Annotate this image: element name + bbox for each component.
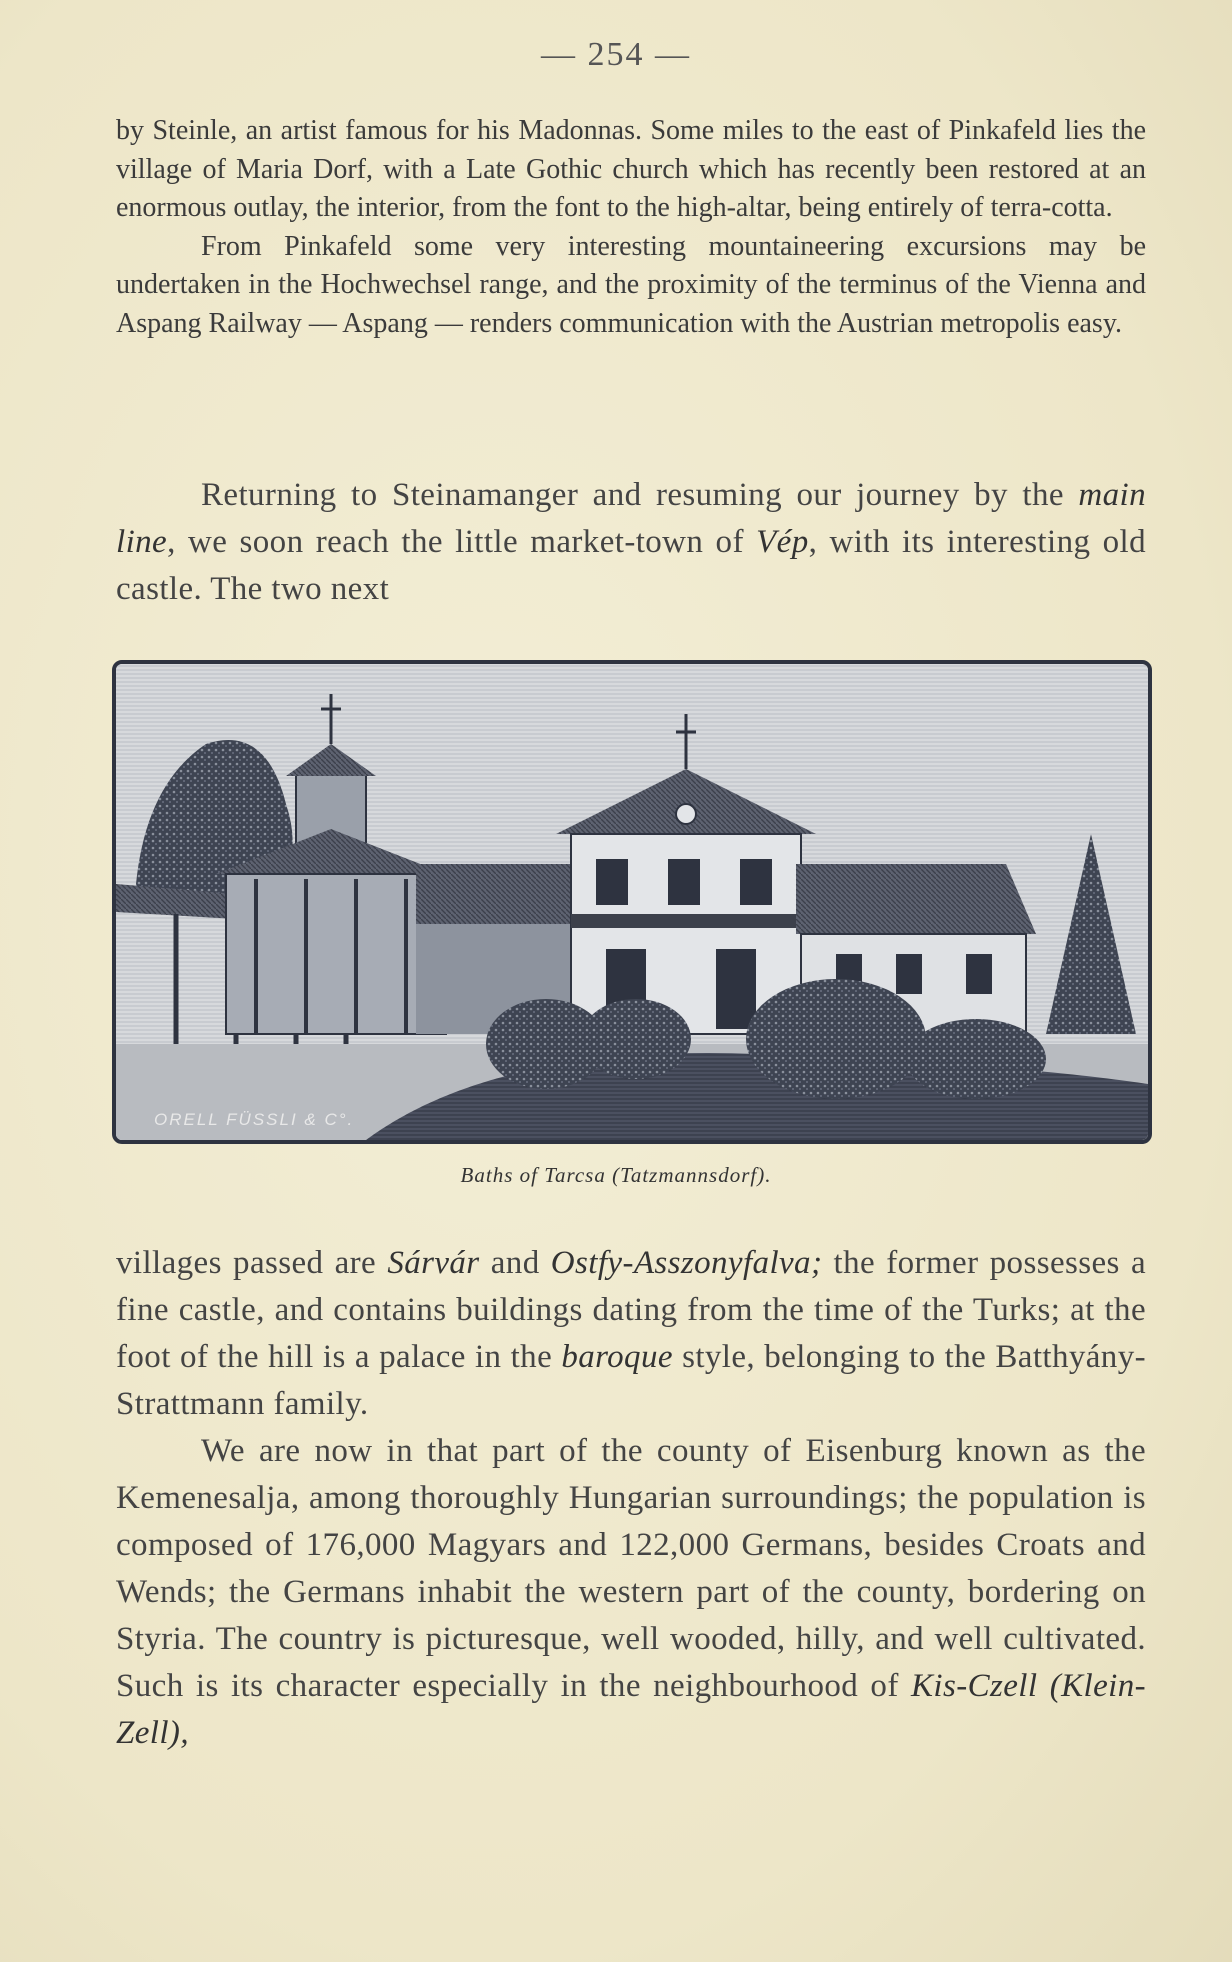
large-text-top (116, 472, 1146, 613)
paragraph-returning (116, 472, 1146, 613)
text-run: villages passed are (116, 1245, 388, 1281)
figure-caption: Baths of Tarcsa (Tatzmannsdorf). (460, 1163, 772, 1187)
italic-sarvar: Sárvár (387, 1245, 480, 1281)
text-run: Returning to Steinamanger and resuming our journey by the (201, 477, 1079, 513)
paragraph-villages (116, 1240, 1146, 1428)
text-run: and (479, 1245, 551, 1281)
text-run: We are now in that part of the county of Eisenburg known as the Kemenesalja, among thoroughly Hungarian surroundings; the population is composed of 176,000 Magyars and 122,000 Germans, besides Croats and Wends; the Germans inhabit the western part of the county, bordering on Styria. The country is picturesque, well wooded, hilly, and well cultivated. Such is its character especially in the neighbourhood of (116, 1433, 1146, 1704)
italic-kis-czell: Kis-Czell (Klein-Zell), (116, 1668, 1146, 1751)
page-number: — 254 — (541, 36, 691, 73)
italic-baroque: baroque (561, 1339, 673, 1375)
text-run: , we soon reach the little market-town of (167, 524, 757, 560)
small-text-block (116, 112, 1146, 343)
paragraph-steinle: by Steinle, an artist famous for his Madonnas. Some miles to the east of Pinkafeld lies the village of Maria Dorf, with a Late Gothic church which has recently been restored at an enormous outlay, the interior, from the font to the high-altar, being entirely of terra-cotta. (116, 115, 1146, 223)
text-run: , with its interesting old castle. The two next (116, 524, 1146, 607)
italic-main-line: main line (116, 477, 1146, 560)
engraving-baths-of-tarcsa (112, 660, 1152, 1144)
engraving-illustration (116, 664, 1148, 1140)
text-run: the former possesses a fine castle, and contains buildings dating from the time of the Turks; at the foot of the hill is a palace in the (116, 1245, 1147, 1375)
italic-vep: Vép (756, 524, 809, 560)
large-text-bottom (116, 1240, 1146, 1757)
paragraph-pinkafeld: From Pinkafeld some very interesting mountaineering excursions may be undertaken in the Hochwechsel range, and the proximity of the terminus of the Vienna and Aspang Railway — Aspang — renders communication with the Austrian metropolis easy. (116, 230, 1146, 339)
engraver-signature: ORELL FÜSSLI & C°. (154, 1110, 355, 1129)
text-run: style, belonging to the Batthyány-Strattmann family. (116, 1339, 1146, 1422)
italic-ostfy: Ostfy-Asszonyfalva; (550, 1245, 823, 1281)
paragraph-eisenburg (116, 1428, 1146, 1757)
